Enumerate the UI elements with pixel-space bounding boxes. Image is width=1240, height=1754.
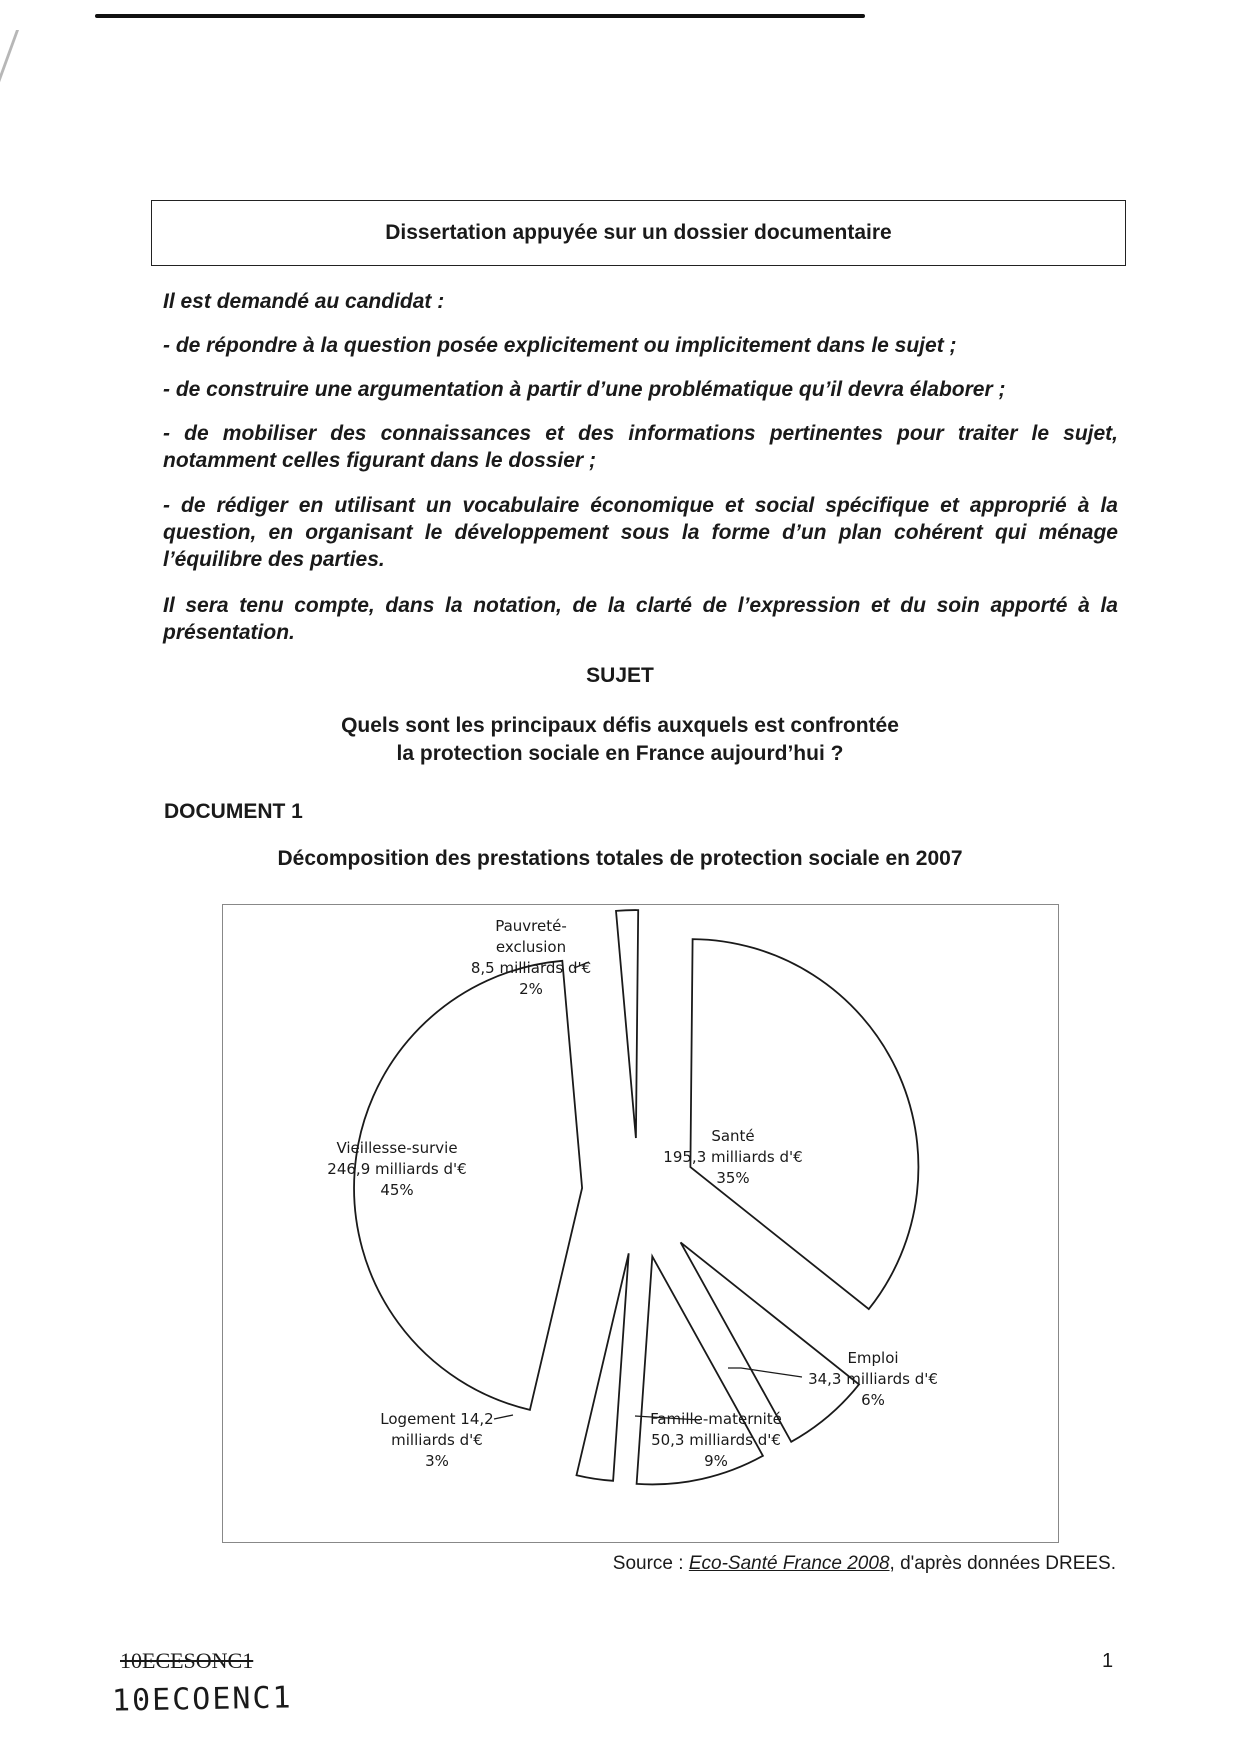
source-prefix: Source :	[612, 1553, 689, 1574]
slice-label-line: milliards d'€	[391, 1431, 483, 1449]
exam-code-printed: 10ECESONC1	[120, 1648, 254, 1673]
scan-edge-line	[95, 14, 865, 18]
scan-edge-shadow	[0, 30, 19, 220]
instruction-item: - de construire une argumentation à partir d’une problématique qu’il devra élaborer ;	[163, 378, 1006, 401]
slice-label-line: Pauvreté-	[495, 917, 567, 935]
exam-code-handwritten: 10ECOENC1	[111, 1680, 293, 1719]
instructions-intro: Il est demandé au candidat :	[163, 290, 445, 313]
slice-label-line: Emploi	[847, 1349, 899, 1367]
slice-label-line: 9%	[704, 1452, 728, 1470]
source-suffix: , d'après données DREES.	[889, 1553, 1116, 1574]
instruction-item: - de répondre à la question posée explicitement ou implicitement dans le sujet ;	[163, 334, 957, 357]
chart-title: Décomposition des prestations totales de protection sociale en 2007	[277, 847, 963, 870]
page-title-box	[151, 200, 1126, 266]
page-number: 1	[1102, 1650, 1114, 1672]
slice-label-line: 195,3 milliards d'€	[663, 1148, 803, 1166]
slice-label-line: 50,3 milliards d'€	[651, 1431, 781, 1449]
chart-frame	[222, 904, 1059, 1543]
subject-heading: SUJET	[586, 664, 654, 687]
slice-label-line: Vieillesse-survie	[336, 1139, 458, 1157]
slice-label-line: Santé	[711, 1127, 755, 1145]
pie-slice-logement	[577, 1253, 629, 1481]
slice-label-line: 35%	[716, 1169, 750, 1187]
instruction-item: - de mobiliser des connaissances et des informations pertinentes pour traiter le sujet, notamment celles figurant dans le dossier ;	[163, 422, 1118, 472]
slice-label-line: 6%	[861, 1391, 885, 1409]
slice-label-line: Famille-maternité	[650, 1410, 782, 1428]
instruction-item: - de rédiger en utilisant un vocabulaire économique et social spécifique et approprié à la question, en organisant le développement sous la forme d’un plan cohérent qui ménage l’équilibre des parties.	[163, 494, 1118, 571]
source-line	[613, 1553, 1116, 1575]
slice-label-line: 2%	[519, 980, 543, 998]
instructions-closing: Il sera tenu compte, dans la notation, de la clarté de l’expression et du soin apporté à la présentation.	[163, 594, 1118, 644]
subject-question-line2: la protection sociale en France aujourd’hui ?	[396, 742, 844, 765]
page-title: Dissertation appuyée sur un dossier documentaire	[385, 221, 892, 244]
slice-label-line: 34,3 milliards d'€	[808, 1370, 938, 1388]
slice-label-line: 3%	[425, 1452, 449, 1470]
pie-slice-famille-maternit-	[637, 1256, 763, 1484]
slice-label-line: exclusion	[495, 938, 567, 956]
slice-label-line: 45%	[380, 1181, 414, 1199]
source-title: Eco-Santé France 2008	[688, 1553, 890, 1574]
slice-label-logement	[380, 1410, 493, 1470]
subject-question-line1: Quels sont les principaux défis auxquels est confrontée	[341, 714, 899, 737]
pie-chart	[223, 905, 1058, 1542]
leader-line	[494, 1415, 513, 1419]
pie-slice-pauvret-exclusion	[616, 910, 638, 1138]
document-label: DOCUMENT 1	[164, 800, 303, 823]
slice-label-line: Logement 14,2	[380, 1410, 494, 1428]
slice-label-line: 246,9 milliards d'€	[327, 1160, 467, 1178]
slice-label-line: 8,5 milliards d'€	[470, 959, 592, 977]
pie-slice-sant-	[690, 939, 918, 1309]
